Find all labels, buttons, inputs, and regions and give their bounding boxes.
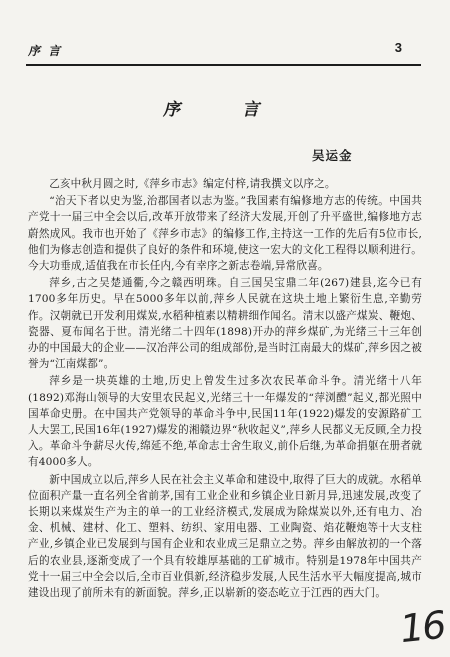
author-name: 吴运金: [312, 148, 353, 163]
paragraph-5: 新中国成立以后,萍乡人民在社会主义革命和建设中,取得了巨大的成就。水稻单位面积产量一直名列全省前茅,国有工业企业和乡镇企业日新月异,迅速发展,改变了长期以来煤炭生产为主的单一的工业经济模式,发展成为除煤炭以外,还有电力、冶金、机械、建材、化工、塑料、纺织、家用电器、工业陶瓷、焰花鞭炮等十大支柱产业,乡镇企业已发展到与国有企业和农业成三足鼎立之势。萍乡由解放初的一个落后的农业县,逐渐变成了一个具有较雄厚基础的工矿城市。特别是1978年中国共产党十一届三中全会以后,全市百业俱新,经济稳步发展,人民生活水平大幅度提高,城市建设出现了前所未有的新面貌。萍乡,正以崭新的姿态屹立于江西的西大门。: [28, 473, 422, 600]
handwritten-annotation: 16: [397, 602, 447, 652]
paragraph-1: 乙亥中秋月圆之时,《萍乡市志》编定付梓,请我撰文以序之。: [49, 178, 336, 190]
paragraph-2: “治天下者以史为鉴,治郡国者以志为鉴。”我国素有编修地方志的传统。中国共产党十一届三中全会以后,改革开放带来了经济大发展,开创了升平盛世,编修地方志蔚然成风。我市也开始了《萍乡市志》的编修工作,主持这一工作的先后有5位市长,他们为修志创造和提供了良好的条件和环境,使这一宏大的文化工程得以顺利进行。今大功垂成,适值我在市长任内,今有幸序之新志卷端,异常欣喜。: [28, 195, 422, 273]
running-header-title: 序 言: [28, 44, 63, 58]
page-title: 序 言: [163, 100, 287, 120]
page-number: 3: [394, 40, 402, 55]
paragraph-4: 萍乡是一块英雄的土地,历史上曾发生过多次农民革命斗争。清光绪十八年(1892)邓海山领导的大安里农民起义,光绪三十一年爆发的“萍浏醴”起义,都光照中国革命史册。在中国共产党领导的革命斗争中,民国11年(1922)爆发的安源路矿工人大罢工,民国16年(1927)爆发的湘赣边界“秋收起义”,萍乡人民都义无反顾,全力投入。革命斗争薪尽火传,绵延不绝,革命志士舍生取义,前仆后继,为革命捐躯在册者就有4000多人。: [28, 375, 422, 469]
paragraph-3: 萍乡,古之吴楚通衢,今之赣西明珠。自三国吴宝鼎二年(267)建县,迄今已有1700多年历史。早在5000多年以前,萍乡人民就在这块土地上繁衍生息,辛勤劳作。汉朝就已开发利用煤炭,水稻种植素以精耕细作闻名。清末以盛产煤炭、鞭炮、瓷器、夏布闻名于世。清光绪二十四年(1898)开办的萍乡煤矿,为光绪三十三年创办的中国最大的企业——汉冶萍公司的组成部份,是当时江南最大的煤矿,萍乡因之被誉为“江南煤都”。: [28, 277, 422, 371]
header-rule: [26, 64, 421, 66]
preface-body: [28, 176, 422, 601]
